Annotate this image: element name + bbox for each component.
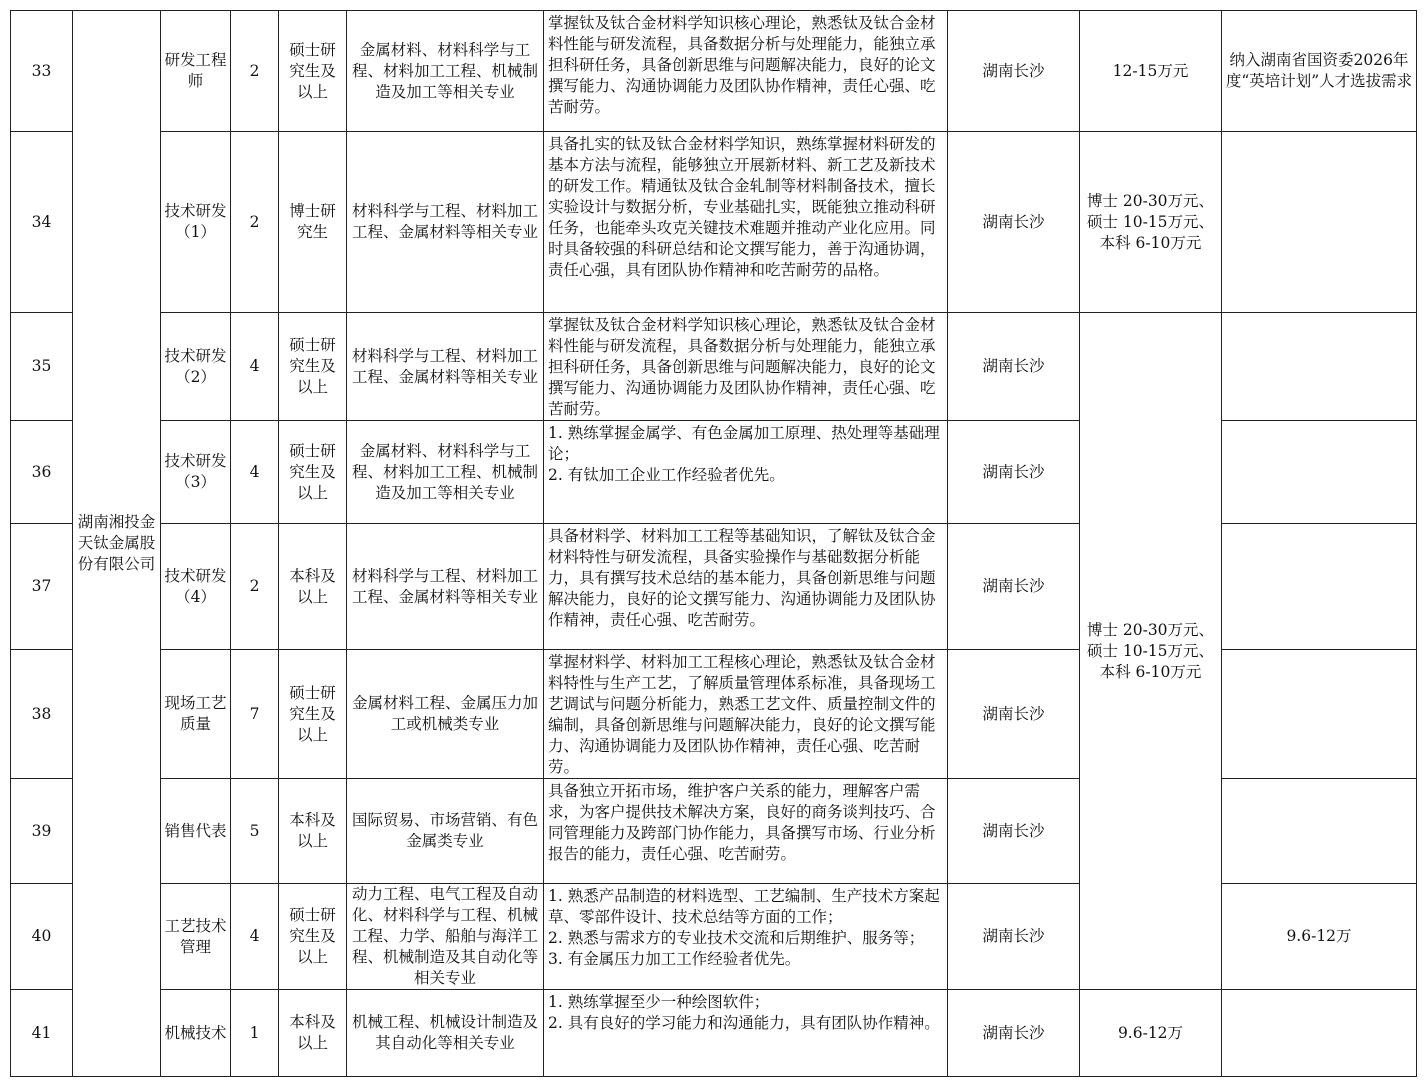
headcount: 2	[231, 11, 279, 132]
row-number: 34	[11, 132, 73, 313]
education: 本科及以上	[279, 524, 347, 650]
major: 金属材料工程、金属压力加工或机械类专业	[347, 650, 544, 779]
remarks	[1222, 313, 1417, 421]
headcount: 4	[231, 884, 279, 990]
requirements	[544, 11, 948, 132]
location: 湖南长沙	[948, 421, 1080, 524]
position-name: 技术研发（2）	[161, 313, 231, 421]
requirement-line: 1. 熟悉产品制造的材料选型、工艺编制、生产技术方案起草、零部件设计、技术总结等方面的工作；	[548, 887, 940, 926]
requirements	[544, 313, 948, 421]
major: 材料科学与工程、材料加工工程、金属材料等相关专业	[347, 132, 544, 313]
education: 硕士研究生及以上	[279, 11, 347, 132]
location: 湖南长沙	[948, 11, 1080, 132]
remarks: 纳入湖南省国资委2026年度“英培计划”人才选拔需求	[1222, 11, 1417, 132]
row-number: 40	[11, 884, 73, 990]
recruitment-table	[10, 10, 1417, 1077]
requirement-line: 2. 熟悉与需求方的专业技术交流和后期维护、服务等；	[548, 929, 925, 947]
requirement-line: 1. 熟练掌握至少一种绘图软件；	[548, 993, 770, 1011]
remarks	[1222, 524, 1417, 650]
row-number: 36	[11, 421, 73, 524]
row-number: 38	[11, 650, 73, 779]
position-name: 现场工艺质量	[161, 650, 231, 779]
headcount: 2	[231, 524, 279, 650]
requirement-line: 3. 有金属压力加工工作经验者优先。	[548, 950, 801, 968]
requirement-line: 具备扎实的钛及钛合金材料学知识，熟练掌握材料研发的基本方法与流程，能够独立开展新材料、新工艺及新技术的研发工作。精通钛及钛合金轧制等材料制备技术，擅长实验设计与数据分析，专业基础扎实，既能独立推动科研任务，也能牵头攻克关键技术难题并推动产业化应用。同时具备较强的科研总结和论文撰写能力，善于沟通协调，责任心强，具有团队协作精神和吃苦耐劳的品格。	[548, 135, 936, 279]
requirement-line: 具备材料学、材料加工工程等基础知识，了解钛及钛合金材料特性与研发流程，具备实验操作与基础数据分析能力，具有撰写技术总结的基本能力，具备创新思维与问题解决能力，良好的论文撰写能力、沟通协调能力及团队协作精神，责任心强、吃苦耐劳。	[548, 527, 936, 629]
salary-shared: 博士 20-30万元、硕士 10-15万元、本科 6-10万元	[1080, 313, 1222, 990]
requirement-line: 掌握钛及钛合金材料学知识核心理论，熟悉钛及钛合金材料性能与研发流程，具备数据分析与处理能力，能独立承担科研任务，具备创新思维与问题解决能力，良好的论文撰写能力、沟通协调能力及团队协作精神，责任心强、吃苦耐劳。	[548, 316, 936, 418]
table-row	[11, 11, 1417, 132]
requirement-line: 具备独立开拓市场，维护客户关系的能力，理解客户需求，为客户提供技术解决方案，良好的商务谈判技巧、合同管理能力及跨部门协作能力，具备撰写市场、行业分析报告的能力，责任心强、吃苦耐劳。	[548, 782, 936, 863]
education: 硕士研究生及以上	[279, 421, 347, 524]
requirements	[544, 132, 948, 313]
education: 本科及以上	[279, 990, 347, 1077]
remarks	[1222, 990, 1417, 1077]
major: 机械工程、机械设计制造及其自动化等相关专业	[347, 990, 544, 1077]
requirement-line: 1. 熟练掌握金属学、有色金属加工原理、热处理等基础理论；	[548, 424, 940, 463]
requirement-line: 掌握材料学、材料加工工程核心理论，熟悉钛及钛合金材料特性与生产工艺，了解质量管理体系标准，具备现场工艺调试与问题分析能力，熟悉工艺文件、质量控制文件的编制，具备创新思维与问题解决能力，良好的论文撰写能力、沟通协调能力及团队协作精神，责任心强、吃苦耐劳。	[548, 653, 936, 776]
requirements	[544, 650, 948, 779]
education: 博士研究生	[279, 132, 347, 313]
row-number: 37	[11, 524, 73, 650]
position-name: 技术研发（1）	[161, 132, 231, 313]
major: 材料科学与工程、材料加工工程、金属材料等相关专业	[347, 313, 544, 421]
position-name: 研发工程师	[161, 11, 231, 132]
headcount: 7	[231, 650, 279, 779]
headcount: 2	[231, 132, 279, 313]
salary: 9.6-12万	[1080, 990, 1222, 1077]
table-row	[11, 132, 1417, 313]
position-name: 工艺技术管理	[161, 884, 231, 990]
salary: 12-15万元	[1080, 11, 1222, 132]
headcount: 4	[231, 313, 279, 421]
remarks	[1222, 779, 1417, 884]
major: 材料科学与工程、材料加工工程、金属材料等相关专业	[347, 524, 544, 650]
position-name: 销售代表	[161, 779, 231, 884]
requirements	[544, 779, 948, 884]
location: 湖南长沙	[948, 650, 1080, 779]
education: 硕士研究生及以上	[279, 884, 347, 990]
requirements	[544, 884, 948, 990]
row-number: 33	[11, 11, 73, 132]
remarks	[1222, 421, 1417, 524]
requirements	[544, 524, 948, 650]
company-name: 湖南湘投金天钛金属股份有限公司	[73, 11, 161, 1077]
major: 金属材料、材料科学与工程、材料加工工程、机械制造及加工等相关专业	[347, 421, 544, 524]
requirement-line: 掌握钛及钛合金材料学知识核心理论，熟悉钛及钛合金材料性能与研发流程，具备数据分析与处理能力，能独立承担科研任务，具备创新思维与问题解决能力，良好的论文撰写能力、沟通协调能力及团队协作精神，责任心强、吃苦耐劳。	[548, 14, 936, 116]
headcount: 4	[231, 421, 279, 524]
position-name: 技术研发（4）	[161, 524, 231, 650]
requirements	[544, 990, 948, 1077]
table-row	[11, 313, 1417, 421]
headcount: 1	[231, 990, 279, 1077]
location: 湖南长沙	[948, 313, 1080, 421]
salary: 博士 20-30万元、硕士 10-15万元、本科 6-10万元	[1080, 132, 1222, 313]
remarks	[1222, 132, 1417, 313]
location: 湖南长沙	[948, 990, 1080, 1077]
requirements	[544, 421, 948, 524]
education: 本科及以上	[279, 779, 347, 884]
major: 金属材料、材料科学与工程、材料加工工程、机械制造及加工等相关专业	[347, 11, 544, 132]
location: 湖南长沙	[948, 524, 1080, 650]
location: 湖南长沙	[948, 779, 1080, 884]
requirement-line: 2. 具有良好的学习能力和沟通能力，具有团队协作精神。	[548, 1014, 940, 1032]
headcount: 5	[231, 779, 279, 884]
row-number: 41	[11, 990, 73, 1077]
row-number: 35	[11, 313, 73, 421]
row-number: 39	[11, 779, 73, 884]
education: 硕士研究生及以上	[279, 313, 347, 421]
location: 湖南长沙	[948, 884, 1080, 990]
position-name: 机械技术	[161, 990, 231, 1077]
location: 湖南长沙	[948, 132, 1080, 313]
table-row	[11, 990, 1417, 1077]
remarks	[1222, 650, 1417, 779]
position-name: 技术研发（3）	[161, 421, 231, 524]
major: 国际贸易、市场营销、有色金属类专业	[347, 779, 544, 884]
major: 动力工程、电气工程及自动化、材料科学与工程、机械工程、力学、船舶与海洋工程、机械制造及其自动化等相关专业	[347, 884, 544, 990]
requirement-line: 2. 有钛加工企业工作经验者优先。	[548, 466, 785, 484]
salary: 9.6-12万	[1222, 884, 1417, 990]
education: 硕士研究生及以上	[279, 650, 347, 779]
